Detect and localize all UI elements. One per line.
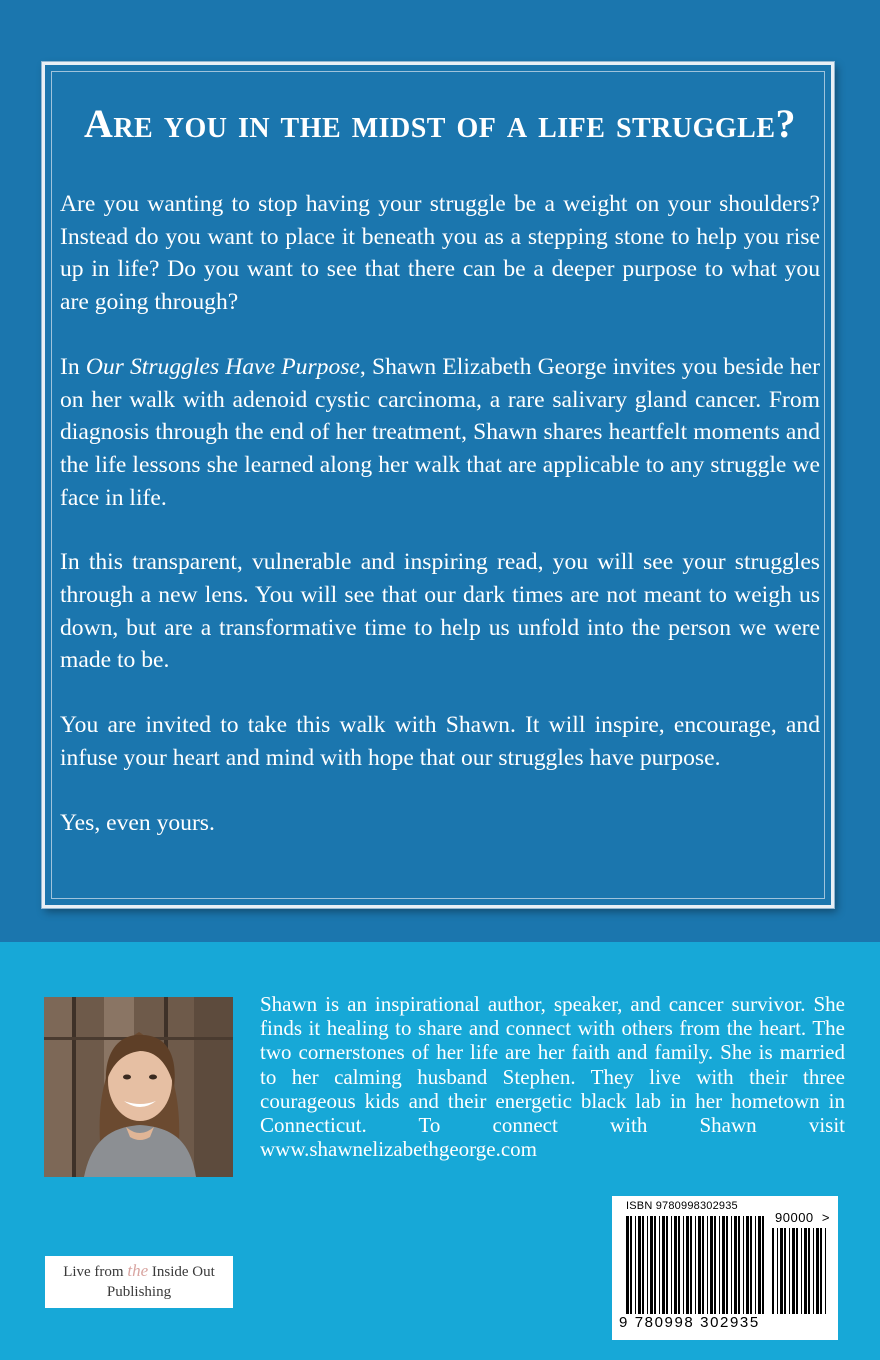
publisher-text-the: the: [127, 1261, 149, 1280]
barcode-bar: [695, 1216, 696, 1314]
barcode-digits: 9 780998 302935: [619, 1314, 760, 1331]
barcode-bar: [731, 1216, 732, 1314]
barcode-bar: [808, 1228, 810, 1314]
barcode-bar: [726, 1216, 728, 1314]
barcode-bar: [626, 1216, 629, 1314]
barcode-bar: [743, 1216, 744, 1314]
barcode-bar: [683, 1216, 684, 1314]
barcode-bar: [659, 1216, 660, 1314]
cover-headline: Are you in the midst of a life struggle?: [83, 101, 797, 146]
blurb: [60, 188, 820, 871]
blurb-paragraph-4: You are invited to take this walk with Shawn. It will inspire, encourage, and infuse your heart and mind with hope that our struggles have purpose.: [60, 712, 820, 771]
barcode-bar: [710, 1216, 713, 1314]
barcode-bar: [813, 1228, 814, 1314]
barcode-bar: [666, 1216, 668, 1314]
blurb-p2-rest: , Shawn Elizabeth George invites you beside her on her walk with adenoid cystic carcinoma, a rare salivary gland cancer. From diagnosis through the end of her treatment, Shawn shares heartfelt moments and the life lessons she learned along her walk that are applicable to any struggle we face in life.: [60, 353, 820, 511]
blurb-paragraph-2: [60, 351, 820, 515]
barcode-bar: [789, 1228, 790, 1314]
book-title: Our Struggles Have Purpose: [85, 353, 360, 380]
barcode-box: [612, 1196, 838, 1340]
barcode-bar: [678, 1216, 680, 1314]
barcode-bar: [671, 1216, 672, 1314]
isbn-label: ISBN 9780998302935: [626, 1200, 738, 1212]
barcode-bar: [686, 1216, 689, 1314]
barcode-bar: [674, 1216, 677, 1314]
price-code: 90000 >: [775, 1210, 830, 1225]
barcode-bar: [702, 1216, 704, 1314]
blurb-p2-prefix: In: [60, 353, 86, 380]
barcode-bar: [777, 1228, 778, 1314]
barcode-bar: [801, 1228, 802, 1314]
barcode-bar: [738, 1216, 740, 1314]
publisher-line-1: [45, 1261, 233, 1282]
barcode-bar: [784, 1228, 786, 1314]
barcode-bar: [746, 1216, 749, 1314]
publisher-text-a: Live from: [63, 1264, 128, 1280]
barcode-bar: [772, 1228, 774, 1314]
barcode-bar: [635, 1216, 636, 1314]
barcode-bar: [714, 1216, 716, 1314]
barcode-bar: [707, 1216, 708, 1314]
barcode-bar: [662, 1216, 665, 1314]
barcode-bar: [762, 1216, 764, 1314]
barcode-bar: [690, 1216, 692, 1314]
barcode-bar: [780, 1228, 783, 1314]
barcode-bar: [719, 1216, 720, 1314]
barcode-bar: [647, 1216, 648, 1314]
barcode-bar: [734, 1216, 737, 1314]
author-portrait-icon: [44, 997, 233, 1177]
barcode-bar: [758, 1216, 761, 1314]
barcode-bar: [804, 1228, 807, 1314]
publisher-line-2: Publishing: [106, 1284, 172, 1300]
barcode-bar: [796, 1228, 798, 1314]
barcode-bar: [650, 1216, 653, 1314]
barcode-bar: [642, 1216, 644, 1314]
barcode-bar: [638, 1216, 641, 1314]
blurb-paragraph-5: Yes, even yours.: [60, 809, 215, 836]
blurb-paragraph-3: In this transparent, vulnerable and inspiring read, you will see your struggles through a new lens. You will see that our dark times are not meant to weigh us down, but are a transformative time to help us unfold into the person we were made to be.: [60, 549, 820, 674]
barcode-bar: [750, 1216, 752, 1314]
barcode-bar: [630, 1216, 632, 1314]
blurb-paragraph-1: Are you wanting to stop having your struggle be a weight on your shoulders? Instead do you want to place it beneath you as a stepping stone to help you rise up in life? Do you want to see that there can be a deeper purpose to what you are going through?: [60, 191, 820, 316]
barcode-bar: [825, 1228, 826, 1314]
barcode-bar: [755, 1216, 756, 1314]
barcode-bar: [722, 1216, 725, 1314]
barcode-bar: [816, 1228, 819, 1314]
publisher-text-b: Inside Out: [148, 1264, 215, 1280]
barcode-bar: [654, 1216, 656, 1314]
barcode-bar: [792, 1228, 795, 1314]
barcode-bar: [698, 1216, 701, 1314]
publisher-logo: [45, 1256, 233, 1308]
author-bio: Shawn is an inspirational author, speaker, and cancer survivor. She finds it healing to share and connect with others from the heart. The two cornerstones of her life are her faith and family. She is married to her calming husband Stephen. They live with their three courageous kids and their energetic black lab in her hometown in Connecticut. To connect with Shawn visit www.shawnelizabethgeorge.com: [260, 992, 845, 1162]
author-photo: [44, 997, 233, 1177]
barcode-bar: [820, 1228, 822, 1314]
